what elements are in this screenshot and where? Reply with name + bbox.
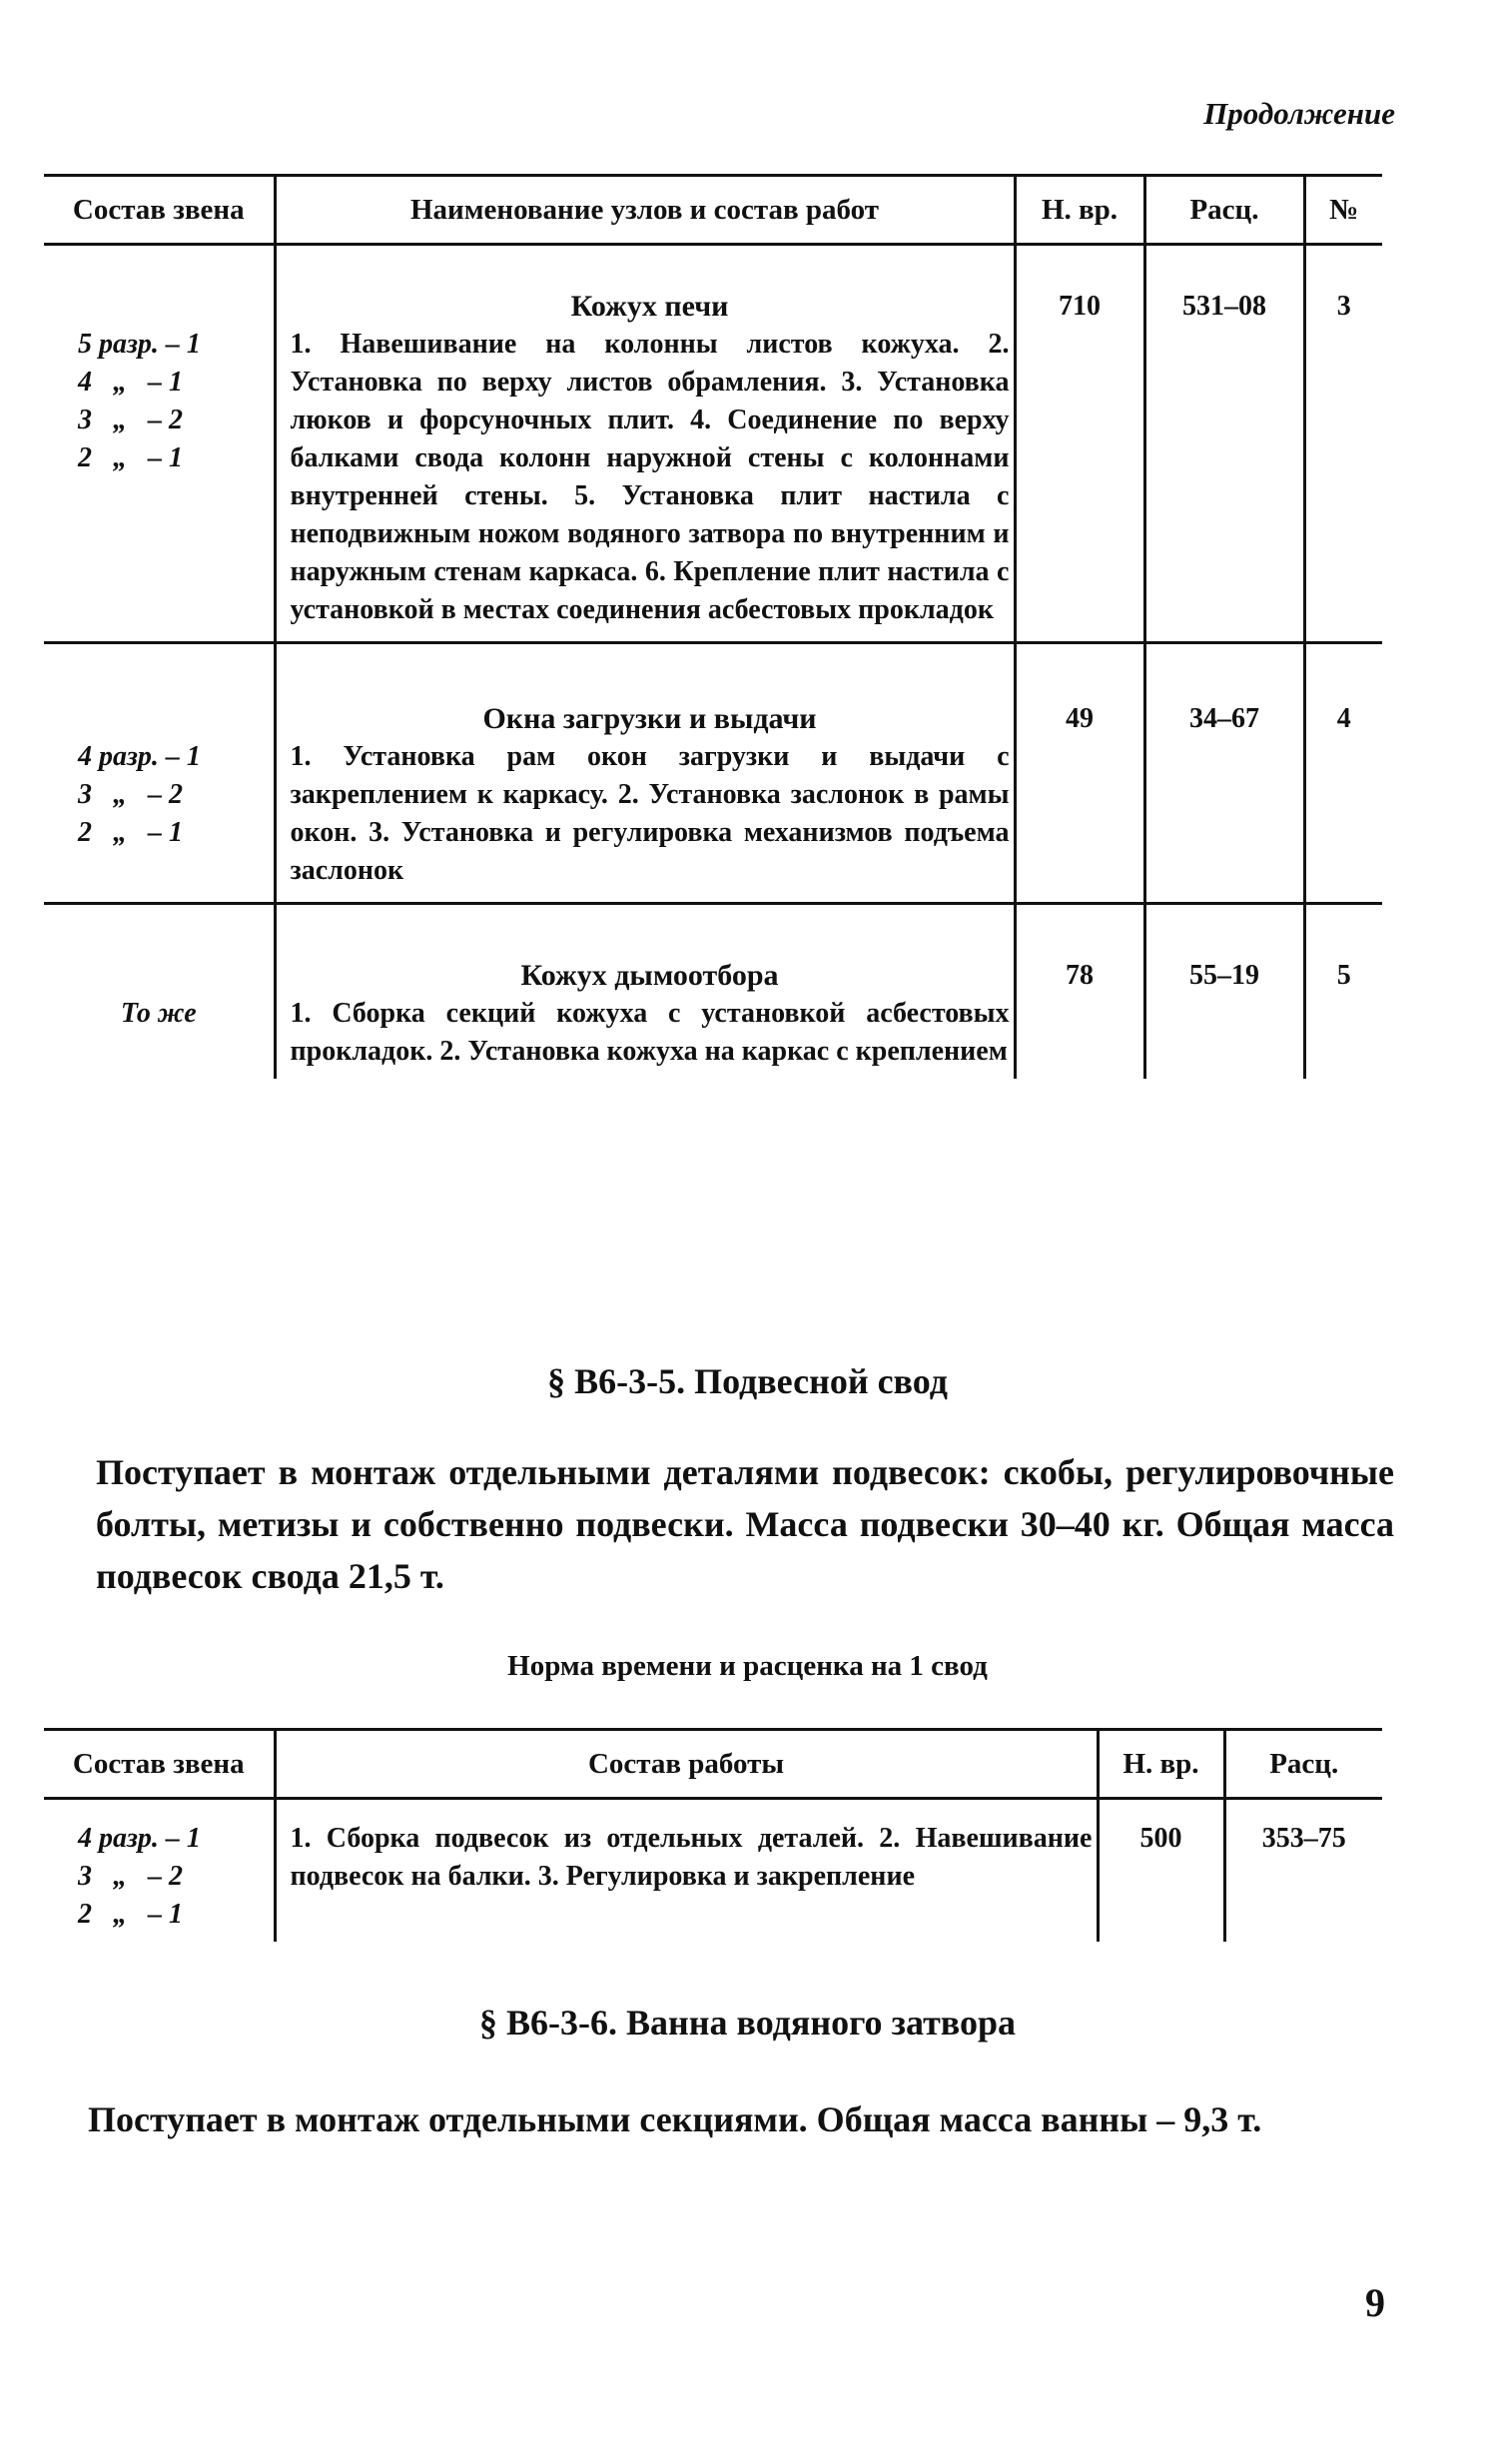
- work-description: 1. Сборка подвесок из отдельных деталей. 2. Навешивание подвесок на балки. 3. Регулировка и закрепление: [290, 1823, 1093, 1892]
- work-title: Кожух печи: [570, 290, 729, 323]
- crew-line: 3 „ – 2: [78, 1861, 183, 1892]
- crew-cell: [44, 643, 275, 904]
- col-header-rate: Расц.: [1224, 1730, 1382, 1799]
- col-header-work: Наименование узлов и состав работ: [275, 176, 1015, 245]
- table-row: [44, 245, 1382, 643]
- col-header-number: №: [1304, 176, 1382, 245]
- work-description: 1. Навешивание на колонны листов кожуха. 2. Установка по верху листов обрамления. 3. Установка люков и форсуночных плит. 4. Соединение по верху балками свода колонн наружной стены с колоннами внутренней стены. 5. Установка плит настила с неподвижным ножом водяного затвора по внутренним и наружным стенам каркаса. 6. Крепление плит настила с установкой в местах соединения асбестовых прокладок: [290, 329, 1010, 625]
- crew-line: 5 разр. – 1: [78, 329, 201, 360]
- rate-value: 531–08: [1144, 245, 1304, 643]
- paragraph-suspended-vault: Поступает в монтаж отдельными деталями подвесок: скобы, регулировочные болты, метизы и собственно подвески. Масса подвески 30–40 кг. Общая масса подвесок свода 21,5 т.: [96, 1452, 1394, 1596]
- norms-table-2: [44, 1728, 1382, 1942]
- work-title: Кожух дымоотбора: [520, 959, 779, 992]
- norms-table-1: [44, 174, 1382, 1079]
- col-header-work: Состав работы: [275, 1730, 1098, 1799]
- section-heading-suspended-vault: § В6-3-5. Подвесной свод: [547, 1361, 948, 1401]
- norm-value: 78: [1015, 904, 1144, 1080]
- work-cell: [275, 1799, 1098, 1943]
- crew-line: 3 „ – 2: [78, 405, 183, 435]
- page-number: 9: [1365, 2280, 1385, 2325]
- work-description: 1. Установка рам окон загрузки и выдачи с закреплением к каркасу. 2. Установка заслонок в рамы окон. 3. Установка и регулировка механизмов подъема заслонок: [290, 741, 1010, 886]
- col-header-crew: Состав звена: [44, 1730, 275, 1799]
- table-caption: Норма времени и расценка на 1 свод: [507, 1650, 988, 1682]
- col-header-norm: Н. вр.: [1015, 176, 1144, 245]
- row-number: 4: [1304, 643, 1382, 904]
- crew-line: 4 разр. – 1: [78, 741, 201, 772]
- col-header-rate: Расц.: [1144, 176, 1304, 245]
- norm-value: 710: [1015, 245, 1144, 643]
- norm-value: 49: [1015, 643, 1144, 904]
- work-cell: [275, 904, 1015, 1080]
- row-number: 5: [1304, 904, 1382, 1080]
- table-row: [44, 904, 1382, 1080]
- work-cell: [275, 245, 1015, 643]
- row-number: 3: [1304, 245, 1382, 643]
- col-header-norm: Н. вр.: [1098, 1730, 1224, 1799]
- crew-cell: [44, 245, 275, 643]
- norm-value: 500: [1098, 1799, 1224, 1943]
- crew-cell: То же: [44, 904, 275, 1080]
- section-heading-water-seal-bath: § В6-3-6. Ванна водяного затвора: [479, 2003, 1016, 2043]
- crew-line: 3 „ – 2: [78, 779, 183, 810]
- work-description: 1. Сборка секций кожуха с установкой асбестовых прокладок. 2. Установка кожуха на каркас с креплением: [290, 998, 1010, 1067]
- continuation-label: Продолжение: [1203, 96, 1395, 131]
- crew-line: 2 „ – 1: [78, 1899, 183, 1930]
- crew-line: 4 „ – 1: [78, 367, 183, 398]
- table-row: [44, 1799, 1382, 1943]
- crew-cell: [44, 1799, 275, 1943]
- rate-value: 34–67: [1144, 643, 1304, 904]
- crew-line: 2 „ – 1: [78, 442, 183, 473]
- work-cell: [275, 643, 1015, 904]
- table-row: [44, 643, 1382, 904]
- crew-line: 2 „ – 1: [78, 817, 183, 848]
- work-title: Окна загрузки и выдачи: [482, 702, 817, 735]
- table-header-row: [44, 176, 1382, 245]
- rate-value: 55–19: [1144, 904, 1304, 1080]
- table-header-row: [44, 1730, 1382, 1799]
- col-header-crew: Состав звена: [44, 176, 275, 245]
- crew-line: 4 разр. – 1: [78, 1823, 201, 1854]
- paragraph-water-seal-bath: Поступает в монтаж отдельными секциями. Общая масса ванны – 9,3 т.: [88, 2099, 1262, 2139]
- rate-value: 353–75: [1224, 1799, 1382, 1943]
